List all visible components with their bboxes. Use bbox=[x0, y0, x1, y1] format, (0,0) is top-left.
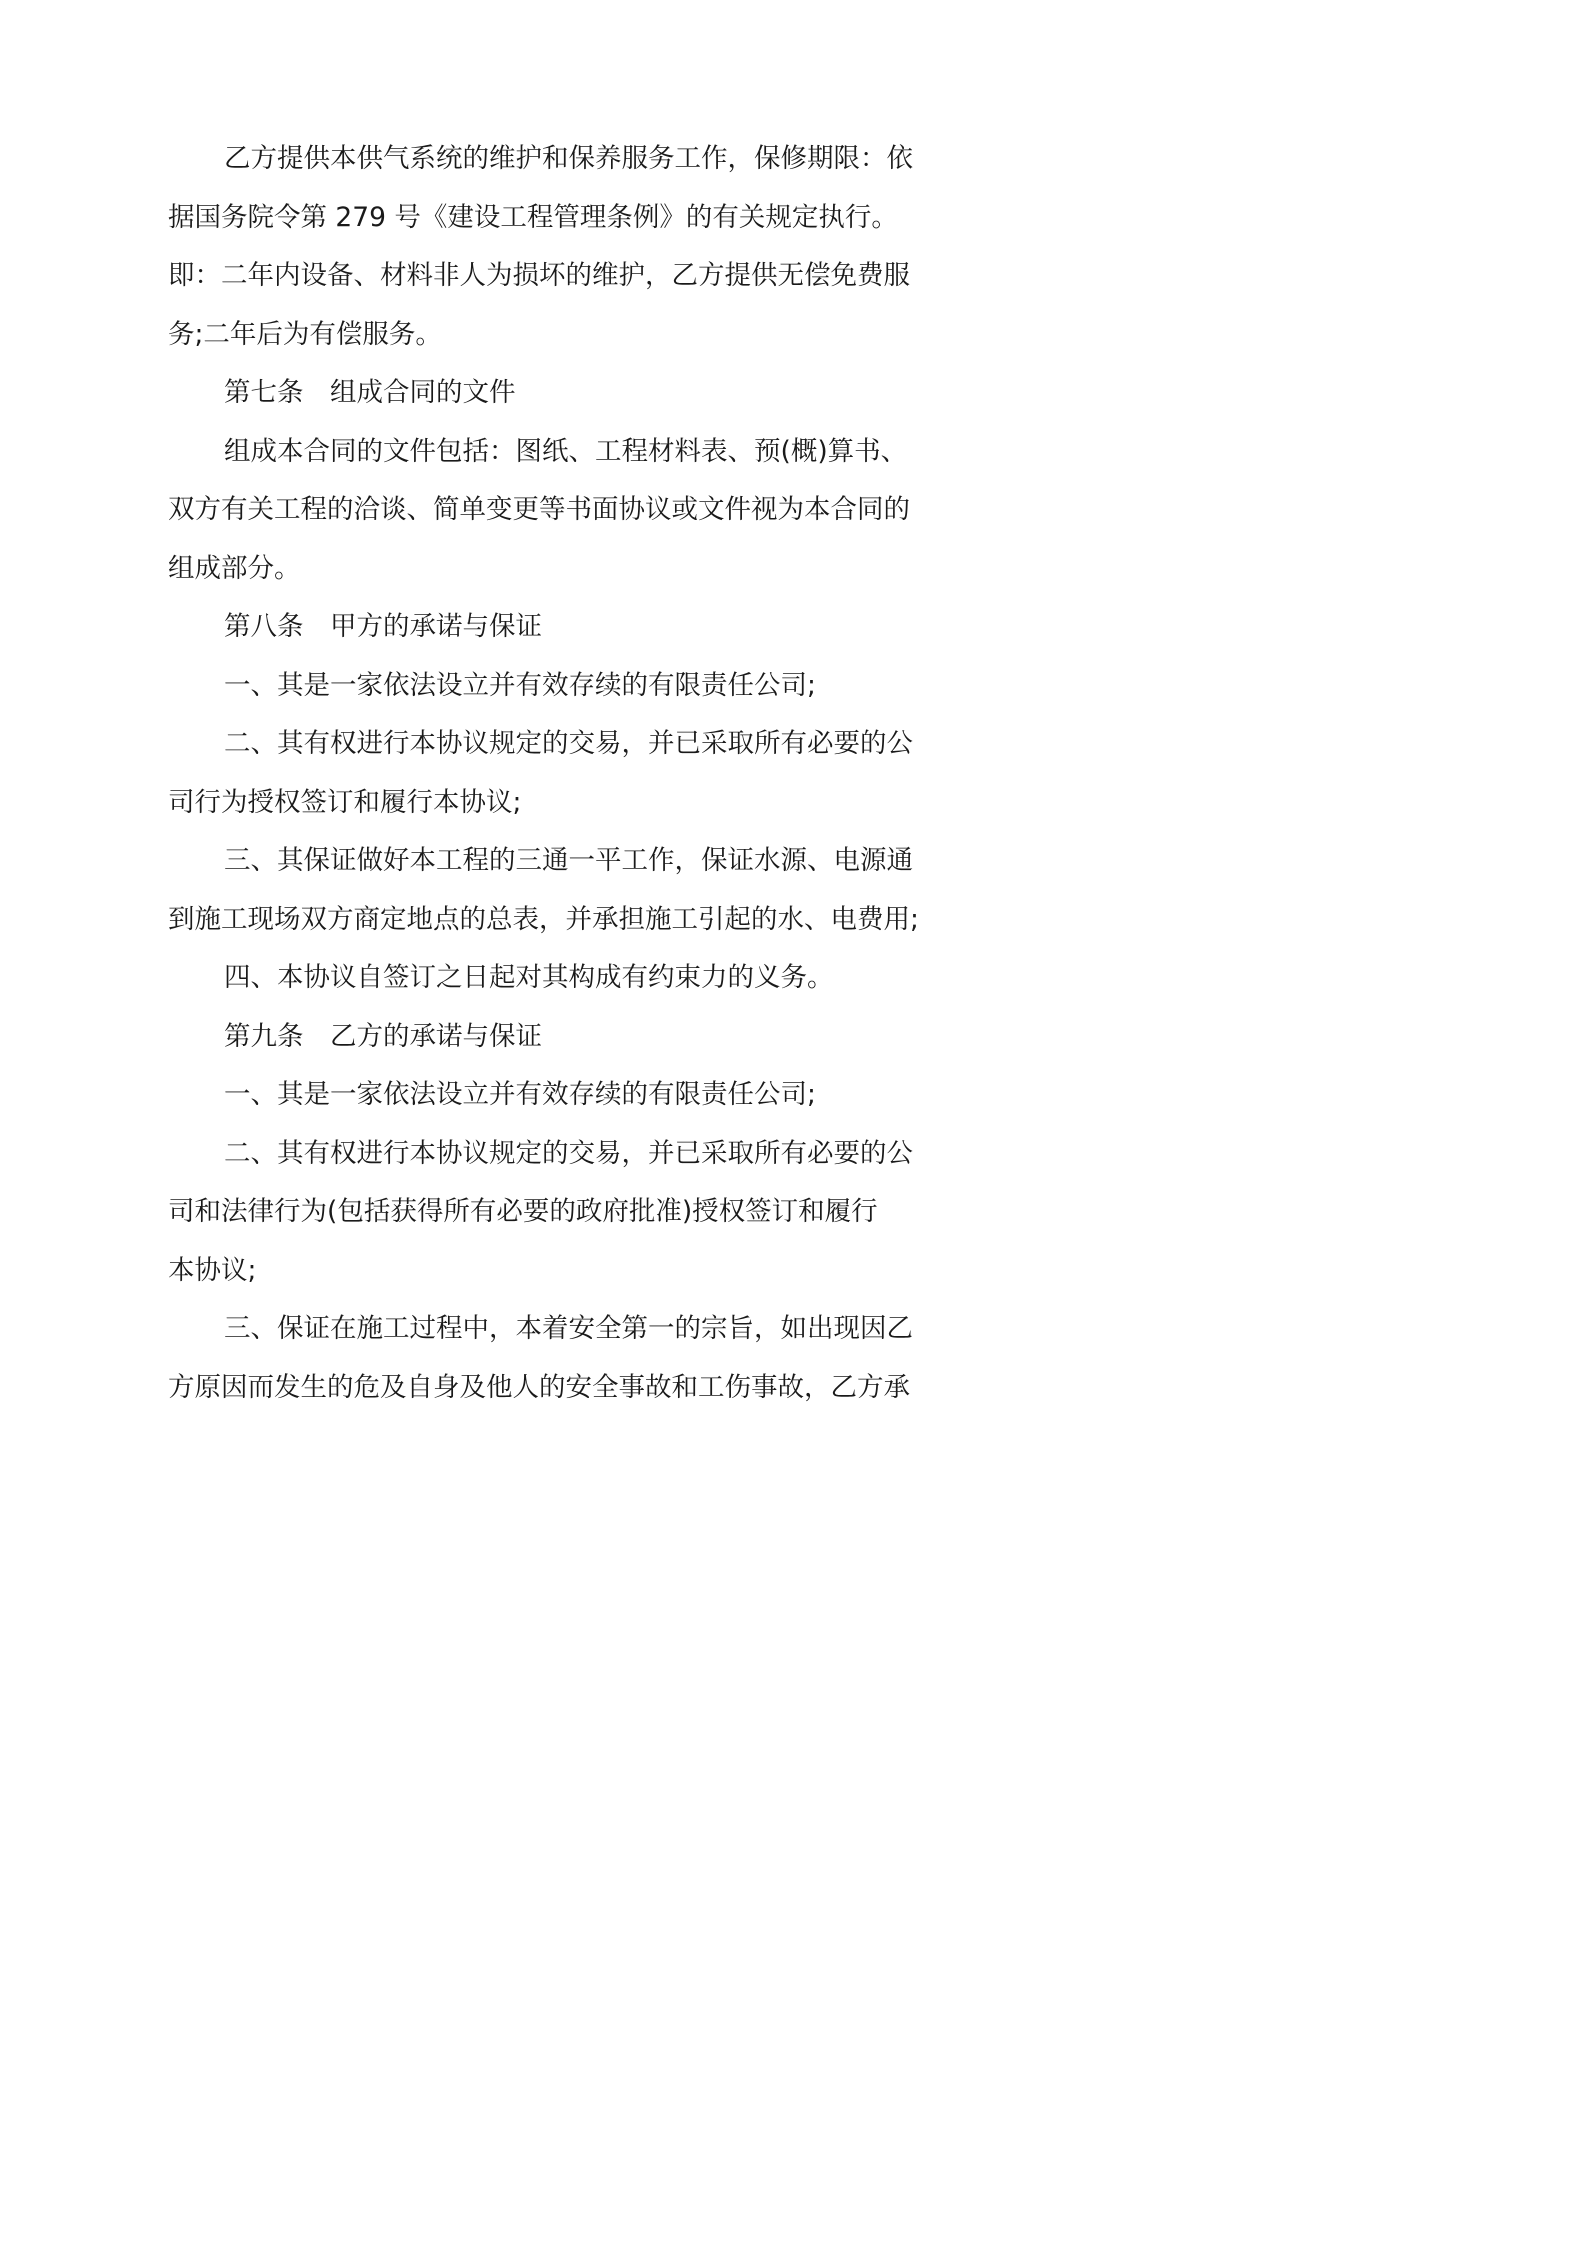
section-heading-7: 第七条 组成合同的文件 bbox=[224, 377, 516, 408]
document-page bbox=[0, 0, 1104, 1562]
text-line: 组成本合同的文件包括：图纸、工程材料表、预(概)算书、 bbox=[224, 435, 908, 467]
text-line: 组成部分。 bbox=[168, 552, 301, 584]
text-line: 方原因而发生的危及自身及他人的安全事故和工伤事故，乙方承 bbox=[168, 1371, 910, 1403]
text-line: 双方有关工程的洽谈、简单变更等书面协议或文件视为本合同的 bbox=[168, 494, 910, 525]
text-line: 本协议; bbox=[168, 1254, 257, 1286]
contract-body bbox=[168, 130, 944, 1417]
text-line: 二、其有权进行本协议规定的交易，并已采取所有必要的公 bbox=[224, 728, 913, 759]
section-heading-8: 第八条 甲方的承诺与保证 bbox=[224, 611, 542, 642]
text-line: 一、其是一家依法设立并有效存续的有限责任公司; bbox=[224, 1079, 816, 1110]
text-line: 三、保证在施工过程中，本着安全第一的宗旨，如出现因乙 bbox=[224, 1313, 913, 1344]
text-line: 四、本协议自签订之日起对其构成有约束力的义务。 bbox=[224, 962, 834, 993]
text-line: 司和法律行为(包括获得所有必要的政府批准)授权签订和履行 bbox=[168, 1196, 878, 1227]
section-heading-9: 第九条 乙方的承诺与保证 bbox=[224, 1020, 542, 1052]
text-line: 二、其有权进行本协议规定的交易，并已采取所有必要的公 bbox=[224, 1137, 913, 1169]
text-line: 三、其保证做好本工程的三通一平工作，保证水源、电源通 bbox=[224, 845, 913, 876]
text-line: 一、其是一家依法设立并有效存续的有限责任公司; bbox=[224, 669, 816, 701]
text-line: 据国务院令第 279 号《建设工程管理条例》的有关规定执行。 bbox=[168, 201, 898, 233]
text-line: 司行为授权签订和履行本协议; bbox=[168, 786, 522, 818]
text-line: 到施工现场双方商定地点的总表，并承担施工引起的水、电费用; bbox=[168, 903, 919, 935]
text-line: 务;二年后为有偿服务。 bbox=[168, 318, 442, 350]
text-line: 即：二年内设备、材料非人为损坏的维护，乙方提供无偿免费服 bbox=[168, 260, 910, 291]
text-line: 乙方提供本供气系统的维护和保养服务工作，保修期限：依 bbox=[224, 143, 913, 174]
